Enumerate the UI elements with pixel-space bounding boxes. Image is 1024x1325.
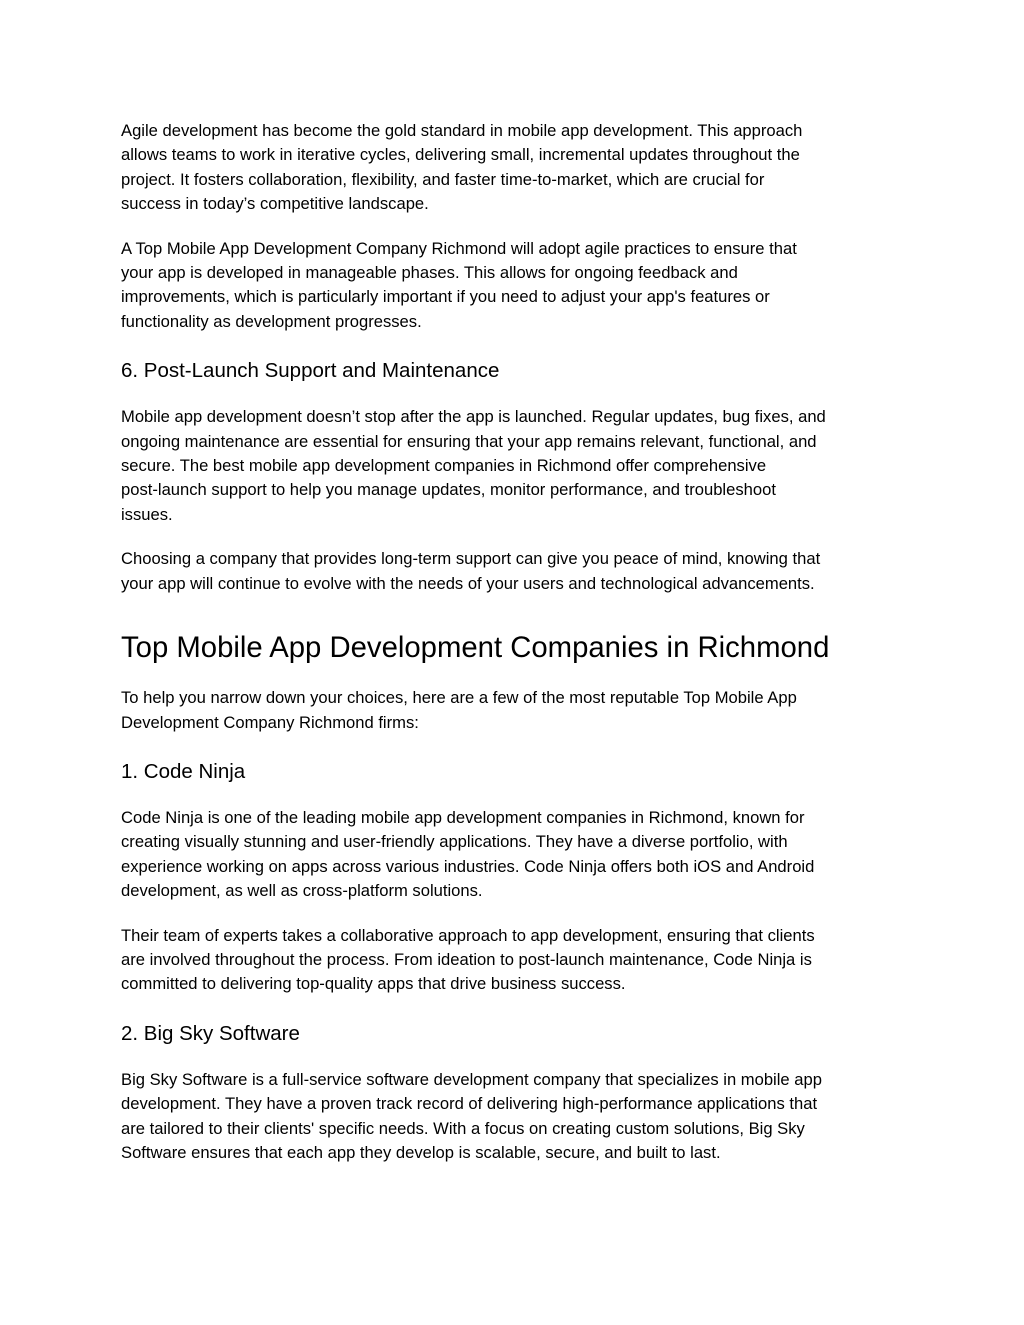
heading-code-ninja: 1. Code Ninja xyxy=(121,759,246,783)
heading-post-launch-support: 6. Post-Launch Support and Maintenance xyxy=(121,359,500,383)
paragraph-big-sky-overview: Big Sky Software is a full-service software development company that specializes in mobile app development. They have a proven track record of delivering high-performance applications that are tailored to their clients' specific needs. With a focus on creating custom solutions, Big Sky Software ensures that each app they develop is scalable, secure, and built to last. xyxy=(121,1069,822,1162)
paragraph-companies-intro: To help you narrow down your choices, here are a few of the most reputable Top Mobile App Development Company Richmond firms: xyxy=(121,688,797,732)
paragraph-agile-intro: Agile development has become the gold standard in mobile app development. This approach allows teams to work in iterative cycles, delivering small, incremental updates throughout the project. It fosters collaboration, flexibility, and faster time-to-market, which are crucial for success in today’s competitive landscape. xyxy=(121,121,803,214)
document-page xyxy=(121,119,911,1165)
paragraph-agile-practices: A Top Mobile App Development Company Richmond will adopt agile practices to ensure that your app is developed in manageable phases. This allows for ongoing feedback and improvements, which is particularly important if you need to adjust your app's features or functionality as development progresses. xyxy=(121,238,797,331)
paragraph-code-ninja-overview: Code Ninja is one of the leading mobile app development companies in Richmond, known for creating visually stunning and user-friendly applications. They have a diverse portfolio, with experience working on apps across various industries. Code Ninja offers both iOS and Android development, as well as cross-platform solutions. xyxy=(121,807,815,901)
paragraph-long-term-support: Choosing a company that provides long-term support can give you peace of mind, knowing that your app will continue to evolve with the needs of your users and technological advancements. xyxy=(121,549,821,593)
paragraph-post-launch-intro: Mobile app development doesn’t stop after the app is launched. Regular updates, bug fixes, and ongoing maintenance are essential for ensuring that your app remains relevant, functional, and secure. The best mobile app development companies in Richmond offer comprehensive post-launch support to help you manage updates, monitor performance, and troubleshoot issues. xyxy=(121,407,826,524)
paragraph-code-ninja-team: Their team of experts takes a collaborative approach to app development, ensuring that clients are involved throughout the process. From ideation to post-launch maintenance, Code Ninja is committed to delivering top-quality apps that drive business success. xyxy=(121,925,815,994)
heading-top-companies: Top Mobile App Development Companies in Richmond xyxy=(121,631,830,665)
heading-big-sky-software: 2. Big Sky Software xyxy=(121,1021,300,1045)
